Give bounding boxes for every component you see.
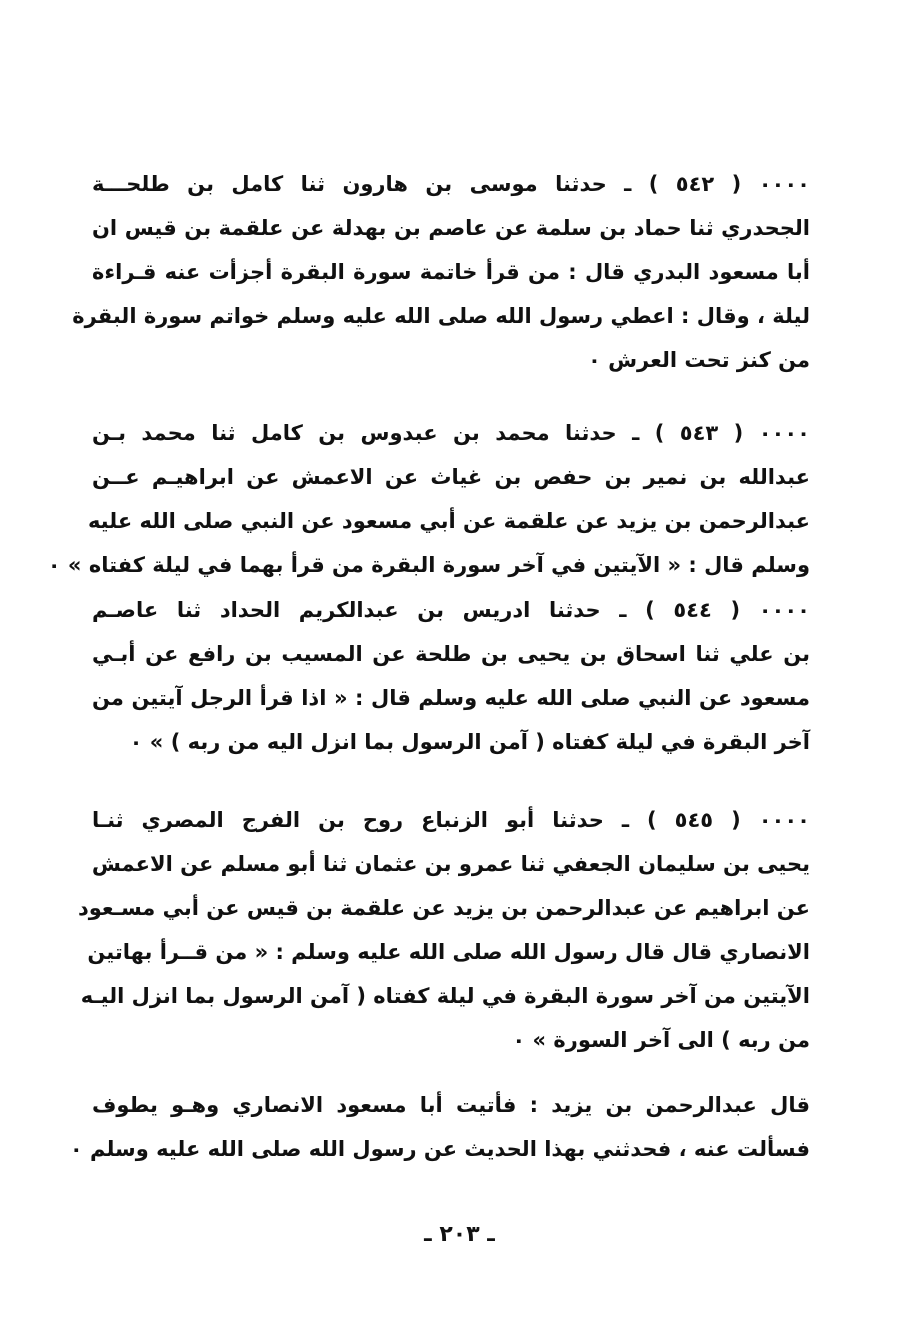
closing-note-line-2: فسألت عنه ، فحدثني بهذا الحديث عن رسول الله صلى الله عليه وسلم ٠: [69, 1137, 810, 1161]
hadith-542-line-5: من كنز تحت العرش ٠: [587, 348, 810, 372]
hadith-542-line-1: ٠٠٠٠ ( ٥٤٢ ) ـ حدثنا موسى بن هارون ثنا كامل بن طلحـــة: [92, 172, 810, 196]
hadith-544-line-2: بن علي ثنا اسحاق بن يحيى بن طلحة عن المسيب بن رافع عن أبـي: [92, 642, 810, 666]
hadith-545-line-2: يحيى بن سليمان الجعفي ثنا عمرو بن عثمان ثنا أبو مسلم عن الاعمش: [91, 852, 810, 876]
hadith-544: [92, 588, 810, 764]
hadith-544-line-3: مسعود عن النبي صلى الله عليه وسلم قال : « اذا قرأ الرجل آيتين من: [92, 686, 810, 710]
hadith-545-line-6: من ربه ) الى آخر السورة » ٠: [512, 1028, 810, 1052]
hadith-545-line-1: ٠٠٠٠ ( ٥٤٥ ) ـ حدثنا أبو الزنباع روح بن الفرج المصري ثنـا: [92, 808, 810, 832]
hadith-543-line-2: عبدالله بن نمير بن حفص بن غياث عن الاعمش عن ابراهيـم عــن: [92, 465, 810, 489]
page-number: ـ ٢٠٣ ـ: [424, 1222, 495, 1247]
hadith-545-line-3: عن ابراهيم عن عبدالرحمن بن يزيد عن علقمة بن قيس عن أبي مسـعود: [77, 896, 810, 920]
hadith-543: [47, 411, 810, 587]
hadith-542: [72, 162, 810, 382]
hadith-544-line-4: آخر البقرة في ليلة كفتاه ( آمن الرسول بما انزل اليه من ربه ) » ٠: [129, 730, 810, 754]
closing-note-line-1: قال عبدالرحمن بن يزيد : فأتيت أبا مسعود الانصاري وهـو يطوف: [92, 1093, 810, 1117]
hadith-545-line-4: الانصاري قال قال رسول الله صلى الله عليه وسلم : « من قــرأ بهاتين: [87, 940, 810, 964]
hadith-542-line-4: ليلة ، وقال : اعطي رسول الله صلى الله عليه وسلم خواتم سورة البقرة: [72, 304, 810, 328]
hadith-545-line-5: الآيتين من آخر سورة البقرة في ليلة كفتاه ( آمن الرسول بما انزل اليـه: [80, 984, 810, 1008]
hadith-543-line-3: عبدالرحمن بن يزيد عن علقمة عن أبي مسعود عن النبي صلى الله عليه: [87, 509, 810, 533]
hadith-543-line-4: وسلم قال : « الآيتين في آخر سورة البقرة من قرأ بهما في ليلة كفتاه » ٠: [47, 553, 810, 577]
hadith-542-line-3: أبا مسعود البدري قال : من قرأ خاتمة سورة البقرة أجزأت عنه قـراءة: [92, 260, 810, 284]
hadith-544-line-1: ٠٠٠٠ ( ٥٤٤ ) ـ حدثنا ادريس بن عبدالكريم الحداد ثنا عاصـم: [92, 598, 810, 622]
hadith-545: [77, 798, 810, 1062]
hadith-543-line-1: ٠٠٠٠ ( ٥٤٣ ) ـ حدثنا محمد بن عبدوس بن كامل ثنا محمد بـن: [92, 421, 810, 445]
closing-note: [69, 1083, 810, 1171]
hadith-542-line-2: الجحدري ثنا حماد بن سلمة عن عاصم بن بهدلة عن علقمة بن قيس ان: [92, 216, 810, 240]
